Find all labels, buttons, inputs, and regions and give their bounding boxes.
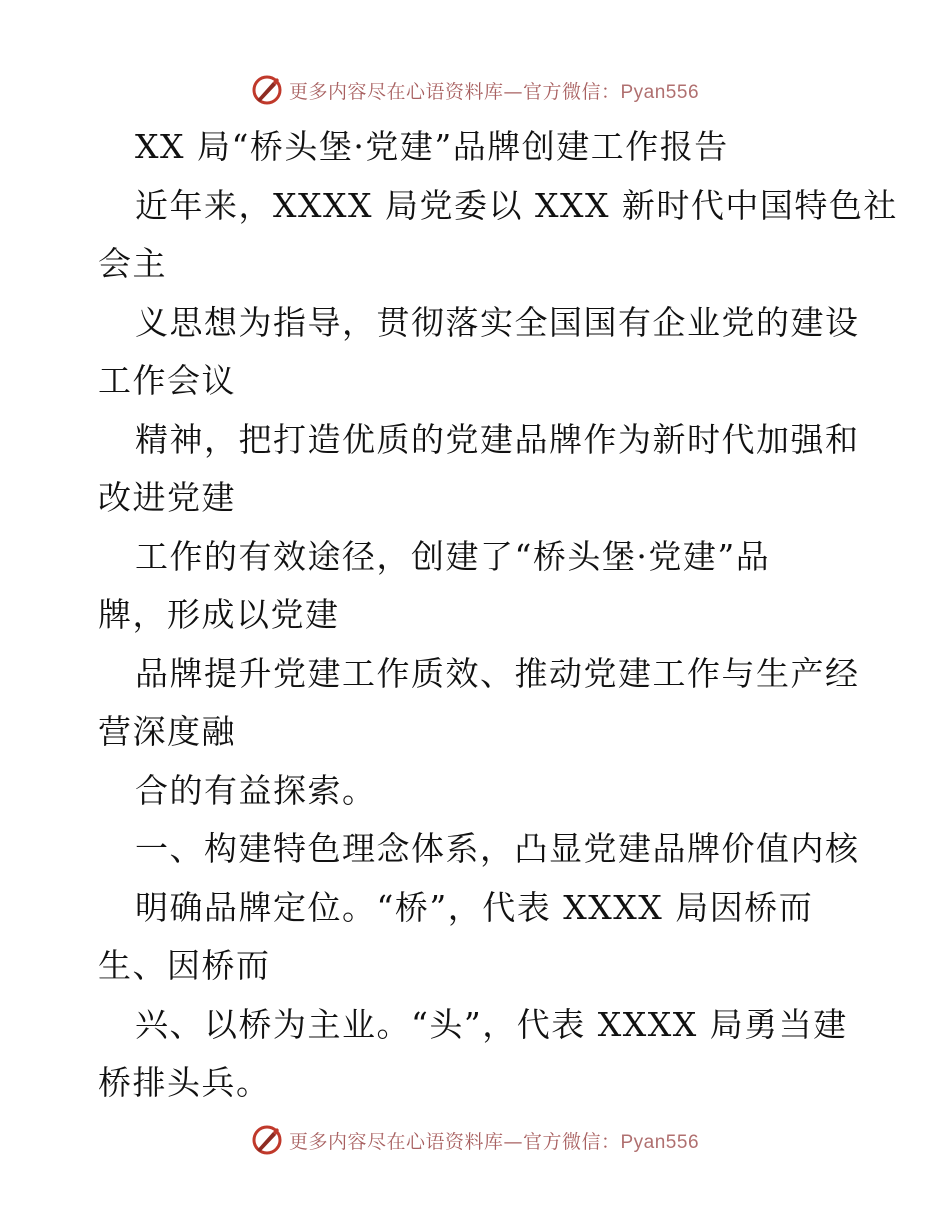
document-body [98, 118, 898, 1113]
watermark-wechat-id: Pyan556 [620, 81, 700, 103]
document-title: XX 局“桥头堡·党建”品牌创建工作报告 [135, 127, 729, 166]
text-line: 牌，形成以党建 [98, 595, 340, 634]
watermark-wechat-label: 官方微信： [522, 1130, 621, 1153]
section-heading: 一、构建特色理念体系，凸显党建品牌价值内核 [135, 829, 860, 868]
text-line: 明确品牌定位。“桥”，代表 XXXX 局因桥而 [135, 887, 814, 927]
text-line: 品牌提升党建工作质效、推动党建工作与生产经 [135, 653, 860, 693]
watermark-dash: — [503, 1130, 523, 1153]
watermark-dash: — [503, 80, 523, 103]
text-line: 桥排头兵。 [98, 1063, 271, 1102]
watermark-footer [0, 1120, 950, 1160]
text-line: 义思想为指导，贯彻落实全国国有企业党的建设 [135, 302, 860, 342]
text-line: 兴、以桥为主业。“头”，代表 XXXX 局勇当建 [135, 1004, 848, 1044]
watermark-text [289, 1127, 699, 1154]
text-line: 工作的有效途径，创建了“桥头堡·党建”品 [135, 536, 771, 576]
text-line: 会主 [98, 244, 167, 283]
text-line: 生、因桥而 [98, 946, 271, 985]
text-line: 营深度融 [98, 712, 236, 751]
pen-logo-icon [251, 1124, 283, 1156]
text-line: 精神，把打造优质的党建品牌作为新时代加强和 [135, 419, 860, 459]
watermark-wechat-label: 官方微信： [522, 80, 621, 103]
watermark-text [289, 77, 699, 104]
watermark-site-text: 更多内容尽在心语资料库 [288, 1130, 504, 1153]
text-line: 改进党建 [98, 478, 236, 517]
watermark-site-text: 更多内容尽在心语资料库 [288, 80, 504, 103]
text-line: 近年来，XXXX 局党委以 XXX 新时代中国特色社 [135, 185, 898, 225]
text-line: 合的有益探索。 [135, 770, 377, 810]
text-line: 工作会议 [98, 361, 236, 400]
watermark-header [0, 70, 950, 110]
watermark-wechat-id: Pyan556 [620, 1131, 700, 1153]
pen-logo-icon [251, 74, 283, 106]
